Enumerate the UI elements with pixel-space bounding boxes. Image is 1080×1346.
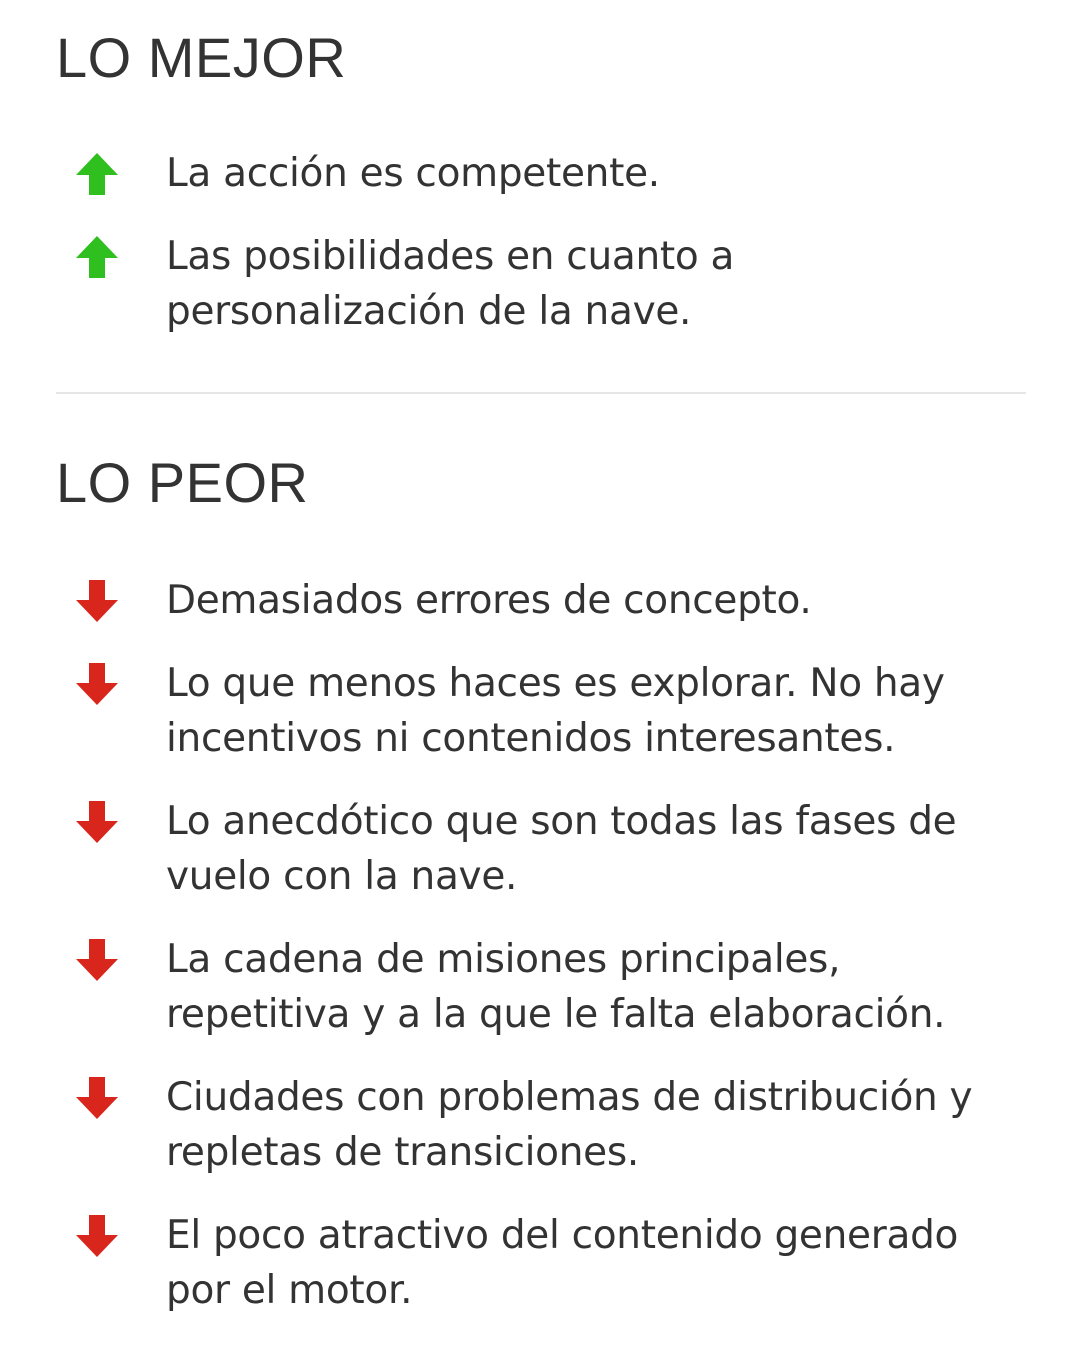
list-item xyxy=(56,146,1026,201)
list-item-text: Lo que menos haces es explorar. No hay incentivos ni contenidos interesantes. xyxy=(166,661,945,761)
list-item-text: La cadena de misiones principales, repetitiva y a la que le falta elaboración. xyxy=(166,937,946,1037)
list-item xyxy=(56,229,1026,339)
list-item-text: La acción es competente. xyxy=(166,151,660,196)
list-item xyxy=(56,656,1026,766)
list-item-text: Las posibilidades en cuanto a personalización de la nave. xyxy=(166,234,735,334)
list-item xyxy=(56,1208,1026,1318)
arrow-down-icon xyxy=(74,661,120,707)
list-item-text: Ciudades con problemas de distribución y repletas de transiciones. xyxy=(166,1075,973,1175)
arrow-up-icon xyxy=(74,234,120,280)
list-item xyxy=(56,573,1026,628)
section-divider xyxy=(56,392,1026,394)
best-list xyxy=(56,146,1026,339)
worst-list xyxy=(56,573,1026,1318)
worst-section xyxy=(56,453,1026,1346)
arrow-down-icon xyxy=(74,1213,120,1259)
arrow-down-icon xyxy=(74,799,120,845)
list-item-text: Lo anecdótico que son todas las fases de vuelo con la nave. xyxy=(166,799,957,899)
list-item-text: El poco atractivo del contenido generado por el motor. xyxy=(166,1213,959,1313)
list-item-text: Demasiados errores de concepto. xyxy=(166,578,812,623)
best-section xyxy=(56,28,1026,367)
list-item xyxy=(56,1070,1026,1180)
arrow-down-icon xyxy=(74,578,120,624)
arrow-up-icon xyxy=(74,151,120,197)
arrow-down-icon xyxy=(74,1075,120,1121)
arrow-down-icon xyxy=(74,937,120,983)
list-item xyxy=(56,932,1026,1042)
worst-section-title: LO PEOR xyxy=(56,451,309,514)
list-item xyxy=(56,794,1026,904)
best-section-title: LO MEJOR xyxy=(56,26,347,89)
